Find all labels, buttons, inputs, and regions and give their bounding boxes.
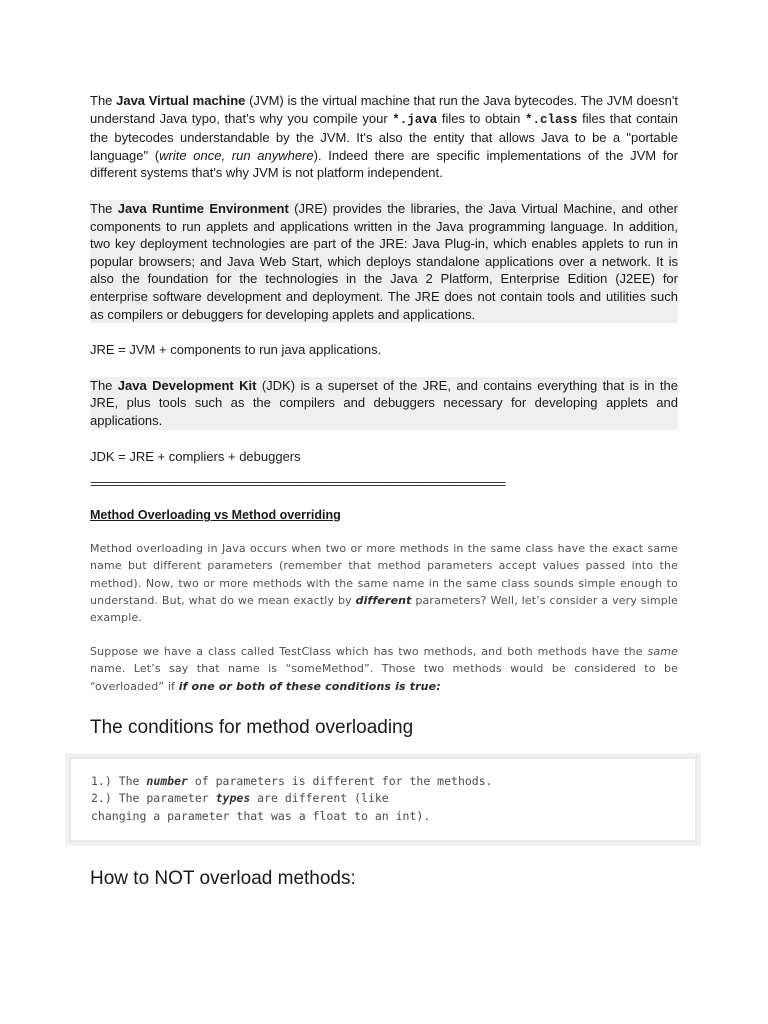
jre-formula: JRE = JVM + components to run java applications. (90, 342, 382, 358)
jdk-formula: JDK = JRE + compliers + debuggers (90, 448, 301, 464)
jre-term: Java Runtime Environment (117, 200, 289, 216)
jdk-term: Java Development Kit (117, 377, 257, 393)
suppose-paragraph: Suppose we have a class called TestClass which has two methods, and both methods have the same name. Let’s say that name is “someMethod”. Those two methods would be considered to be “overloaded” if if one or both of these conditions is true: (90, 645, 678, 693)
conditions-heading: The conditions for method overloading (90, 716, 414, 738)
code-line-3: changing a parameter that was a float to an int). (91, 808, 431, 823)
divider-line: ========================================================================================== (90, 479, 505, 493)
overloading-heading: Method Overloading vs Method overriding (90, 508, 341, 523)
java-extension: *.java (392, 112, 438, 127)
class-extension: *.class (525, 112, 578, 127)
jre-paragraph: The Java Runtime Environment (JRE) provides the libraries, the Java Virtual Machine, and other components to run applets and applications written in the Java programming language. In addition, two key deployment technologies are part of the JRE: Java Plug-in, which enables applets to run in popular browsers; and Java Web Start, which deploys standalone applications over a network. It is also the foundation for the technologies in the Java 2 Platform, Enterprise Edition (J2EE) for enterprise software development and deployment. The JRE does not contain tools and utilities such as compilers or debuggers for developing applets and applications. (90, 200, 678, 322)
overload-paragraph: Method overloading in Java occurs when two or more methods in the same class have the exact same name but different parameters (remember that method parameters accept values passed into the method). Now, two or more methods with the same name in the same class sounds simple enough to understand. But, what do we mean exactly by different parameters? Well, let’s consider a very simple example. (90, 542, 678, 624)
motto: write once, run anywhere (159, 147, 314, 163)
jvm-term: Java Virtual machine (116, 93, 246, 108)
not-overload-heading: How to NOT overload methods: (90, 868, 356, 890)
code-line-2: 2.) The parameter types are different (like (91, 791, 389, 806)
different-emphasis: different (355, 593, 412, 607)
document-content (90, 92, 678, 890)
jvm-paragraph: The Java Virtual machine (JVM) is the virtual machine that run the Java bytecodes. The JVM doesn't understand Java typo, that's why you compile your *.java files to obtain *.class files that contain the bytecodes understandable by the JVM. It's also the entity that allows Java to be a "portable language" (write once, run anywhere). Indeed there are specific implementations of the JVM for different systems that's why JVM is not platform independent. (90, 93, 679, 181)
jdk-paragraph: The Java Development Kit (JDK) is a superset of the JRE, and contains everything that is in the JRE, plus tools such as the compilers and debuggers necessary for developing applets and applications. (90, 377, 678, 428)
same-emphasis: same (647, 645, 678, 659)
code-block (69, 757, 697, 843)
code-line-1: 1.) The number of parameters is different for the methods. (91, 773, 493, 788)
conditions-emphasis: if one or both of these conditions is true: (178, 679, 441, 693)
